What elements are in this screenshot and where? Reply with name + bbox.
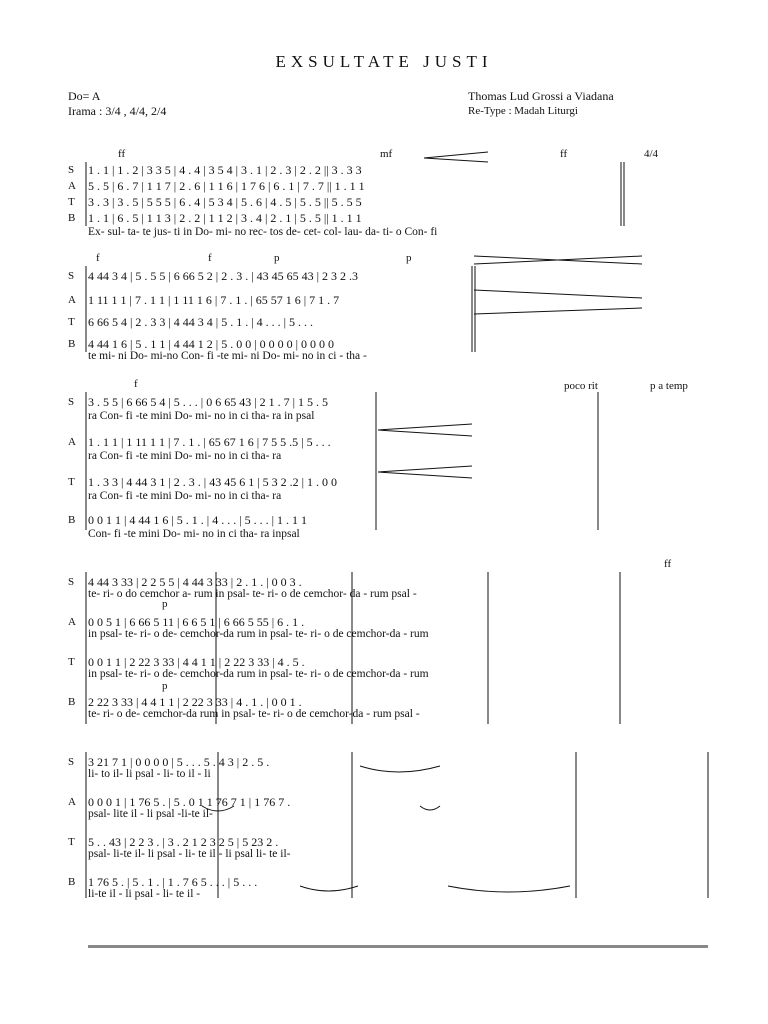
notation: 3 . 5 5 | 6 66 5 4 | 5 . . . | 0 6 65 43 | 2 1 . 7 | 1 5 . 5 <box>88 395 329 409</box>
voice-label: A <box>68 436 76 448</box>
voice-label: B <box>68 514 76 526</box>
lyrics-line: in psal- te- ri- o de- cemchor-da rum in psal- te- ri- o de cemchor-da - rum <box>88 628 429 640</box>
notation: 1 . 3 3 | 4 44 3 1 | 2 . 3 . | 43 45 6 1 | 5 3 2 .2 | 1 . 0 0 <box>88 475 338 489</box>
notation: 1 . 1 | 6 . 5 | 1 1 3 | 2 . 2 | 1 1 2 | 3 . 4 | 2 . 1 | 5 . 5 || 1 . 1 1 <box>88 211 362 225</box>
notation: 1 . 1 | 1 . 2 | 3 3 5 | 4 . 4 | 3 5 4 | 3 . 1 | 2 . 3 | 2 . 2 || 3 . 3 3 <box>88 163 362 177</box>
voice-label: T <box>68 836 75 848</box>
dynamic-mark: mf <box>380 148 393 160</box>
notation: 4 44 3 4 | 5 . 5 5 | 6 66 5 2 | 2 . 3 . | 43 45 65 43 | 2 3 2 .3 <box>88 269 359 283</box>
lyrics-line: li- to il- li psal - li- to il - li <box>88 768 211 780</box>
notation: 1 . 1 1 | 1 11 1 1 | 7 . 1 . | 65 67 1 6 | 7 5 5 .5 | 5 . . . <box>88 435 331 449</box>
system-2 <box>68 252 716 364</box>
dynamic-mark: ff <box>664 558 672 570</box>
notation: 6 66 5 4 | 2 . 3 3 | 4 44 3 4 | 5 . 1 . | 4 . . . | 5 . . . <box>88 315 314 329</box>
lyrics-line: in psal- te- ri- o de- cemchor-da rum in psal- te- ri- o de cemchor-da - rum <box>88 668 429 680</box>
meter-info: Irama : 3/4 , 4/4, 2/4 <box>68 104 167 118</box>
voice-label: S <box>68 396 75 408</box>
notation: 0 0 5 1 | 6 66 5 11 | 6 6 5 1 | 6 66 5 55 | 6 . 1 . <box>88 615 305 629</box>
notation: 0 0 1 1 | 2 22 3 33 | 4 4 1 1 | 2 22 3 33 | 4 . 5 . <box>88 655 305 669</box>
lyrics-line: Con- fi -te mini Do- mi- no in ci tha- ra inpsal <box>88 528 300 540</box>
dynamic-mark: 4/4 <box>644 148 659 160</box>
dynamic-mark: f <box>134 378 138 390</box>
system-4 <box>68 558 716 728</box>
voice-label: A <box>68 616 76 628</box>
lyrics-line: psal- lite il - li psal -li-te il- <box>88 808 213 820</box>
lyrics-line: te- ri- o de- cemchor-da rum in psal- te- ri- o de cemchor-da - rum psal - <box>88 708 420 720</box>
footer-divider <box>88 945 708 948</box>
voice-label: S <box>68 756 75 768</box>
notation: 5 . 5 | 6 . 7 | 1 1 7 | 2 . 6 | 1 1 6 | 1 7 6 | 6 . 1 | 7 . 7 || 1 . 1 1 <box>88 179 365 193</box>
lyrics-line: Ex- sul- ta- te jus- ti in Do- mi- no rec- tos de- cet- col- lau- da- ti- o Con- fi <box>88 226 438 238</box>
voice-label: B <box>68 696 76 708</box>
notation: 2 22 3 33 | 4 4 1 1 | 2 22 3 33 | 4 . 1 . | 0 0 1 . <box>88 695 302 709</box>
notation: 5 . . 43 | 2 2 3 . | 3 . 2 1 2 3 2 5 | 5 23 2 . <box>88 835 279 849</box>
voice-label: T <box>68 316 75 328</box>
voice-label: S <box>68 270 75 282</box>
dynamic-mark: f <box>96 252 100 264</box>
dynamic-mark: p <box>162 598 168 610</box>
voice-label: B <box>68 876 76 888</box>
dynamic-mark: p a temp <box>650 380 688 392</box>
credits <box>468 89 614 119</box>
notation: 4 44 3 33 | 2 2 5 5 | 4 44 3 33 | 2 . 1 . | 0 0 3 . <box>88 575 302 589</box>
composer: Thomas Lud Grossi a Viadana <box>468 89 614 103</box>
page-title: EXSULTATE JUSTI <box>275 52 493 71</box>
key-signature: Do= A <box>68 89 101 103</box>
voice-label: A <box>68 294 76 306</box>
dynamic-mark: p <box>274 252 280 264</box>
notation: 0 0 0 1 | 1 76 5 . | 5 . 0 1 1 76 7 1 | 1 76 7 . <box>88 795 291 809</box>
notation: 1 11 1 1 | 7 . 1 1 | 1 11 1 6 | 7 . 1 . | 65 57 1 6 | 7 1 . 7 <box>88 293 340 307</box>
system-3 <box>68 378 716 544</box>
key-info <box>68 89 166 119</box>
lyrics-line: ra Con- fi -te mini Do- mi- no in ci tha- ra in psal <box>88 410 315 422</box>
lyrics-line: te mi- ni Do- mi-no Con- fi -te mi- ni Do- mi- no in ci - tha - <box>88 350 367 362</box>
voice-label: B <box>68 338 76 350</box>
system-5 <box>68 748 716 908</box>
system-1 <box>68 148 716 240</box>
dynamic-mark: p <box>162 680 168 692</box>
dynamic-mark: f <box>208 252 212 264</box>
notation: 4 44 1 6 | 5 . 1 1 | 4 44 1 2 | 5 . 0 0 | 0 0 0 0 | 0 0 0 0 <box>88 337 335 351</box>
notation: 3 . 3 | 3 . 5 | 5 5 5 | 6 . 4 | 5 3 4 | 5 . 6 | 4 . 5 | 5 . 5 || 5 . 5 5 <box>88 195 362 209</box>
dynamic-mark: ff <box>560 148 568 160</box>
lyrics-line: te- ri- o do cemchor a- rum in psal- te- ri- o de cemchor- da - rum psal - <box>88 588 417 600</box>
notation: 3 21 7 1 | 0 0 0 0 | 5 . . . 5 . 4 3 | 2 . 5 . <box>88 755 270 769</box>
lyrics-line: ra Con- fi -te mini Do- mi- no in ci tha- ra <box>88 490 282 502</box>
voice-label: S <box>68 576 75 588</box>
notation: 1 76 5 . | 5 . 1 . | 1 . 7 6 5 . . . | 5 . . . <box>88 875 258 889</box>
dynamic-mark: poco rit <box>564 380 598 392</box>
lyrics-line: ra Con- fi -te mini Do- mi- no in ci tha- ra <box>88 450 282 462</box>
dynamic-mark: p <box>406 252 412 264</box>
voice-label: A <box>68 796 76 808</box>
retype-credit: Re-Type : Madah Liturgi <box>468 105 578 117</box>
voice-label: B <box>68 212 76 224</box>
lyrics-line: psal- li-te il- li psal - li- te il - li psal li- te il- <box>88 848 291 860</box>
dynamic-mark: ff <box>118 148 126 160</box>
voice-label: T <box>68 656 75 668</box>
voice-label: A <box>68 180 76 192</box>
notation: 0 0 1 1 | 4 44 1 6 | 5 . 1 . | 4 . . . | 5 . . . | 1 . 1 1 <box>88 513 308 527</box>
voice-label: T <box>68 196 75 208</box>
voice-label: S <box>68 164 75 176</box>
lyrics-line: li-te il - li psal - li- te il - <box>88 888 201 900</box>
voice-label: T <box>68 476 75 488</box>
